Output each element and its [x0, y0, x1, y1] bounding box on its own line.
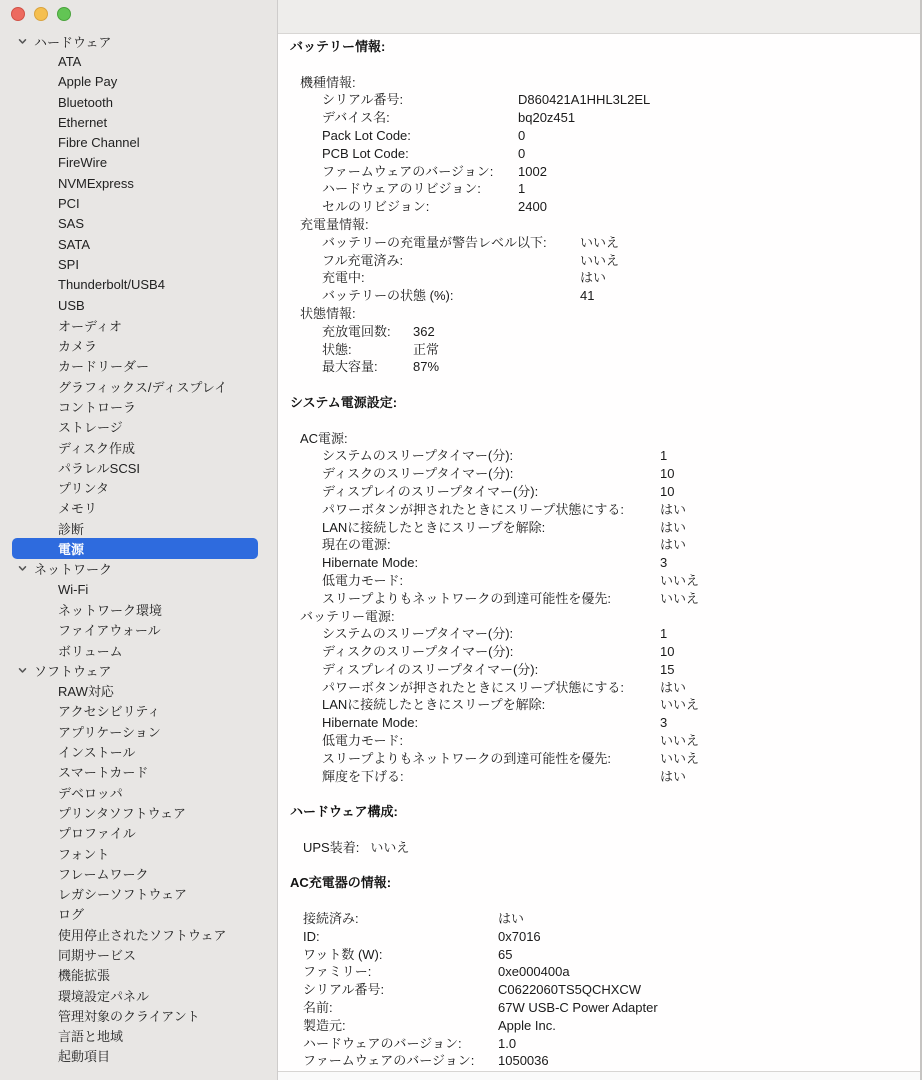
sidebar-item[interactable] [0, 985, 277, 1005]
sidebar-item-label: レガシーソフトウェア [58, 887, 187, 903]
info-label: 低電力モード: [322, 572, 404, 588]
sidebar-item[interactable] [0, 1026, 277, 1046]
sidebar-item-label: ログ [58, 907, 85, 923]
info-value: いいえ [660, 733, 700, 749]
sidebar-item[interactable] [0, 721, 277, 741]
group-label: 状態情報: [300, 305, 356, 321]
sidebar-item[interactable] [0, 417, 277, 437]
info-value: 1 [660, 448, 668, 464]
sidebar-item[interactable] [0, 640, 277, 660]
group-power [278, 430, 920, 608]
sidebar-item[interactable] [0, 173, 277, 193]
info-label: 輝度を下げる: [322, 768, 404, 784]
info-label: スリープよりもネットワークの到達可能性を優先: [322, 750, 611, 766]
section-ac-charger-info [278, 874, 920, 1080]
info-value: 87% [413, 359, 440, 375]
sidebar-item[interactable] [0, 741, 277, 761]
sidebar-item[interactable] [0, 437, 277, 457]
sidebar-item[interactable] [0, 335, 277, 355]
info-row [278, 483, 920, 501]
info-row [278, 928, 920, 946]
bottom-strip [278, 1071, 920, 1080]
sidebar-item-label: プリンタ [58, 481, 109, 497]
sidebar-item[interactable] [0, 965, 277, 985]
info-value: bq20z451 [518, 110, 576, 126]
info-label: Hibernate Mode: [322, 715, 419, 731]
sidebar-item[interactable] [0, 579, 277, 599]
sidebar-item-label: Ethernet [58, 114, 108, 130]
info-label: ファームウェアのバージョン: [322, 163, 494, 179]
info-row [278, 163, 920, 181]
info-row [278, 501, 920, 519]
info-value: いいえ [580, 252, 620, 268]
sidebar-item[interactable] [0, 396, 277, 416]
info-value: いいえ [660, 590, 700, 606]
sidebar-item-label: Thunderbolt/USB4 [58, 277, 165, 293]
info-label: Pack Lot Code: [322, 127, 411, 143]
info-value: はい [660, 768, 687, 784]
sidebar-item[interactable] [0, 92, 277, 112]
sidebar-item-label: カメラ [58, 339, 98, 355]
info-row [278, 145, 920, 163]
info-value: 0xe000400a [498, 964, 570, 980]
info-row [278, 91, 920, 109]
sidebar-item[interactable] [0, 701, 277, 721]
sidebar-item-label: Bluetooth [58, 94, 113, 110]
info-row [278, 127, 920, 145]
sidebar-item-label: 診断 [58, 521, 85, 537]
info-row [278, 519, 920, 537]
sidebar-item[interactable] [0, 823, 277, 843]
chevron-down-icon [17, 36, 28, 47]
group-ups [278, 839, 920, 857]
info-label: 製造元: [303, 1017, 346, 1033]
group-label: 充電量情報: [300, 216, 369, 232]
sidebar-item[interactable] [0, 51, 277, 71]
info-row [278, 109, 920, 127]
info-row [278, 536, 920, 554]
info-label: PCB Lot Code: [322, 145, 409, 161]
sidebar-item[interactable] [0, 620, 277, 640]
info-row [278, 180, 920, 198]
info-row [278, 465, 920, 483]
info-label: UPS装着: [303, 839, 360, 855]
info-value: はい [580, 270, 607, 286]
info-row [278, 981, 920, 999]
info-label: ディスクのスリープタイマー(分): [322, 644, 514, 660]
sidebar-item-label: インストール [58, 745, 136, 761]
info-value: 0x7016 [498, 928, 541, 944]
sidebar-item-label: フォント [58, 846, 110, 862]
info-row [278, 661, 920, 679]
info-label: ディスプレイのスリープタイマー(分): [322, 661, 539, 677]
info-row [278, 572, 920, 590]
sidebar-item[interactable] [0, 376, 277, 396]
info-value: いいえ [660, 750, 700, 766]
section-battery-info [278, 38, 920, 376]
info-value: 1 [518, 181, 526, 197]
info-label: Hibernate Mode: [322, 555, 419, 571]
sidebar-item[interactable] [0, 518, 277, 538]
info-row [278, 999, 920, 1017]
info-row [278, 1017, 920, 1035]
sidebar-item-selected[interactable] [12, 538, 258, 558]
info-label: システムのスリープタイマー(分): [322, 626, 514, 642]
info-value: 3 [660, 715, 668, 731]
sidebar-item-label: Fibre Channel [58, 135, 140, 151]
chevron-down-icon [17, 665, 28, 676]
sidebar-item-label: ストレージ [58, 420, 123, 436]
group-power [278, 608, 920, 786]
sidebar-item[interactable] [0, 802, 277, 822]
info-label: 充電中: [322, 270, 365, 286]
zoom-button[interactable] [57, 7, 71, 21]
sidebar-group-label: ネットワーク [34, 562, 113, 578]
sidebar-group-label: ハードウェア [34, 34, 112, 50]
info-value: 正常 [413, 341, 440, 357]
section-title: バッテリー情報: [290, 39, 386, 54]
info-label: 充放電回数: [322, 323, 391, 339]
info-value: 2400 [518, 199, 547, 215]
sidebar [0, 0, 277, 1080]
info-label: 接続済み: [303, 911, 359, 927]
sidebar-item-label: カードリーダー [58, 359, 150, 375]
sidebar-item-label: 管理対象のクライアント [58, 1008, 200, 1024]
content-pane [278, 33, 920, 1080]
info-row [278, 1035, 920, 1053]
sidebar-item[interactable] [0, 153, 277, 173]
info-label: LANに接続したときにスリープを解除: [322, 519, 546, 535]
info-value: はい [660, 679, 687, 695]
info-row [278, 447, 920, 465]
sidebar-item-label: FireWire [58, 155, 108, 171]
info-value: D860421A1HHL3L2EL [518, 92, 651, 108]
sidebar-item-label: ディスク作成 [58, 440, 135, 456]
info-row [278, 198, 920, 216]
sidebar-item-label: スマートカード [58, 765, 149, 781]
info-label: シリアル番号: [303, 982, 385, 998]
info-row [278, 768, 920, 786]
sidebar-item-label: 環境設定パネル [58, 988, 150, 1004]
info-value: 3 [660, 555, 668, 571]
section-system-power-settings [278, 394, 920, 786]
sidebar-item[interactable] [0, 193, 277, 213]
info-label: ディスプレイのスリープタイマー(分): [322, 483, 539, 499]
info-value: はい [660, 501, 687, 517]
info-label: ディスクのスリープタイマー(分): [322, 466, 514, 482]
sidebar-item[interactable] [0, 356, 277, 376]
sidebar-item[interactable] [0, 883, 277, 903]
info-label: シリアル番号: [322, 92, 404, 108]
section-title: ハードウェア構成: [290, 804, 398, 820]
info-label: パワーボタンが押されたときにスリープ状態にする: [322, 501, 624, 517]
info-label: フル充電済み: [322, 252, 404, 268]
sidebar-item[interactable] [0, 944, 277, 964]
group-model [278, 74, 920, 216]
group-label: AC電源: [300, 430, 348, 446]
sidebar-item-label: NVMExpress [58, 175, 134, 191]
sidebar-divider [277, 0, 278, 1080]
sidebar-item-label: SPI [58, 256, 79, 272]
info-row [278, 750, 920, 768]
info-row [278, 643, 920, 661]
info-label: LANに接続したときにスリープを解除: [322, 697, 546, 713]
sidebar-item[interactable] [0, 234, 277, 254]
sidebar-group-network[interactable] [0, 559, 277, 579]
sidebar-item[interactable] [0, 924, 277, 944]
info-label: バッテリーの状態 (%): [322, 288, 454, 304]
sidebar-item-label: オーディオ [58, 318, 122, 334]
group-status [278, 305, 920, 376]
info-label: 最大容量: [322, 359, 378, 375]
sidebar-item-label: メモリ [58, 501, 98, 517]
info-label: セルのリビジョン: [322, 199, 430, 215]
info-label: ID: [303, 928, 320, 944]
sidebar-item[interactable] [0, 1046, 277, 1066]
sidebar-item[interactable] [0, 132, 277, 152]
info-label: ハードウェアのリビジョン: [322, 181, 481, 197]
sidebar-item-label: RAW対応 [58, 684, 114, 700]
sidebar-list [0, 0, 277, 1066]
info-value: いいえ [580, 234, 620, 250]
sidebar-item[interactable] [0, 904, 277, 924]
sidebar-item-label: フレームワーク [58, 866, 149, 882]
info-row [278, 287, 920, 305]
sidebar-item-label: プリンタソフトウェア [58, 805, 187, 821]
info-row [278, 714, 920, 732]
sidebar-item[interactable] [0, 782, 277, 802]
sidebar-item-label: 使用停止されたソフトウェア [58, 927, 227, 943]
info-value: 15 [660, 661, 675, 677]
sidebar-group-software[interactable] [0, 660, 277, 680]
group-charger [278, 910, 920, 1080]
info-value: C0622060TS5QCHXCW [498, 982, 642, 998]
section-title: システム電源設定: [290, 394, 398, 410]
info-value: 10 [660, 466, 675, 482]
sidebar-item-label: プロファイル [58, 826, 136, 842]
sidebar-item[interactable] [0, 457, 277, 477]
sidebar-item-label: 同期サービス [58, 948, 137, 963]
info-row [278, 323, 920, 341]
info-label: ワット数 (W): [303, 946, 383, 962]
info-value: いいえ [370, 839, 410, 855]
sidebar-item-label: 言語と地域 [58, 1029, 124, 1045]
info-value: いいえ [660, 697, 700, 713]
info-row [278, 269, 920, 287]
sidebar-item[interactable] [0, 762, 277, 782]
sidebar-item[interactable] [0, 681, 277, 701]
sidebar-item-label: Wi-Fi [58, 581, 89, 597]
section-hardware-config [278, 803, 920, 856]
info-value: はい [660, 537, 687, 553]
info-row [278, 625, 920, 643]
sidebar-item[interactable] [0, 599, 277, 619]
sidebar-item[interactable] [0, 275, 277, 295]
sidebar-item-label: PCI [58, 196, 80, 212]
group-label: バッテリー電源: [300, 608, 395, 624]
chevron-down-icon [17, 563, 28, 574]
info-value: 0 [518, 145, 526, 161]
info-value: 10 [660, 644, 675, 660]
sidebar-item-label: USB [58, 297, 85, 313]
info-row [278, 946, 920, 964]
sidebar-item[interactable] [0, 72, 277, 92]
sidebar-item-label: パラレルSCSI [58, 460, 141, 476]
info-value: はい [660, 519, 687, 535]
sidebar-item-label: コントローラ [58, 399, 137, 415]
info-value: 1.0 [498, 1035, 517, 1051]
group-charge [278, 216, 920, 305]
group-label: 機種情報: [300, 74, 356, 90]
info-row [278, 590, 920, 608]
info-value: 65 [498, 946, 513, 962]
sidebar-item[interactable] [0, 498, 277, 518]
info-row [278, 1052, 920, 1070]
sidebar-item-label: SATA [58, 236, 91, 252]
info-row [278, 732, 920, 750]
traffic-lights [11, 7, 71, 21]
sidebar-item-label: グラフィックス/ディスプレイ [58, 379, 228, 395]
sidebar-item-label: アクセシビリティ [58, 704, 161, 720]
sidebar-item[interactable] [0, 863, 277, 883]
info-row [278, 839, 920, 857]
info-label: ファミリー: [303, 964, 372, 980]
sidebar-item[interactable] [0, 478, 277, 498]
info-label: パワーボタンが押されたときにスリープ状態にする: [322, 679, 624, 695]
info-label: システムのスリープタイマー(分): [322, 448, 514, 464]
sidebar-item[interactable] [0, 1005, 277, 1025]
info-value: 10 [660, 483, 675, 499]
info-row [278, 554, 920, 572]
info-row [278, 696, 920, 714]
info-label: ファームウェアのバージョン: [303, 1053, 475, 1069]
info-row [278, 234, 920, 252]
sidebar-item[interactable] [0, 315, 277, 335]
titlebar [278, 0, 922, 33]
info-row [278, 358, 920, 376]
info-row [278, 910, 920, 928]
info-label: ハードウェアのバージョン: [303, 1035, 462, 1051]
info-label: デバイス名: [322, 110, 390, 126]
info-row [278, 963, 920, 981]
minimize-button[interactable] [34, 7, 48, 21]
info-value: 0 [518, 127, 526, 143]
info-value: 1050036 [498, 1053, 549, 1069]
sidebar-item[interactable] [0, 843, 277, 863]
sidebar-item-label: ボリューム [58, 643, 123, 659]
info-label: バッテリーの充電量が警告レベル以下: [322, 234, 547, 250]
info-value: はい [498, 911, 525, 927]
section-title: AC充電器の情報: [290, 875, 392, 891]
info-value: いいえ [660, 572, 700, 588]
sidebar-item-label: 電源 [58, 542, 85, 558]
sidebar-item-label: ネットワーク環境 [58, 602, 163, 618]
info-label: 状態: [322, 341, 352, 357]
close-button[interactable] [11, 7, 25, 21]
sidebar-item[interactable] [0, 112, 277, 132]
sidebar-item-label: デベロッパ [58, 785, 123, 801]
sidebar-item-label: 機能拡張 [58, 968, 111, 984]
info-row [278, 252, 920, 270]
sidebar-item[interactable] [0, 254, 277, 274]
info-label: スリープよりもネットワークの到達可能性を優先: [322, 590, 611, 606]
info-row [278, 679, 920, 697]
info-value: 1002 [518, 163, 547, 179]
info-value: 67W USB-C Power Adapter [498, 1000, 658, 1016]
info-label: 低電力モード: [322, 733, 404, 749]
sidebar-item[interactable] [0, 295, 277, 315]
sidebar-item[interactable] [0, 214, 277, 234]
sidebar-item-label: ATA [58, 53, 82, 69]
info-value: 41 [580, 288, 595, 304]
sidebar-item-label: 起動項目 [58, 1049, 111, 1065]
sidebar-group-hardware[interactable] [0, 31, 277, 51]
info-value: 362 [413, 323, 435, 339]
info-label: 名前: [303, 1000, 333, 1016]
sidebar-group-label: ソフトウェア [34, 663, 112, 679]
info-value: 1 [660, 626, 668, 642]
info-value: Apple Inc. [498, 1017, 556, 1033]
sidebar-item-label: SAS [58, 216, 85, 232]
info-label: 現在の電源: [322, 537, 391, 553]
sidebar-item-label: ファイアウォール [58, 623, 161, 639]
sidebar-item-label: Apple Pay [58, 74, 118, 90]
sidebar-item-label: アプリケーション [58, 724, 161, 740]
info-row [278, 341, 920, 359]
